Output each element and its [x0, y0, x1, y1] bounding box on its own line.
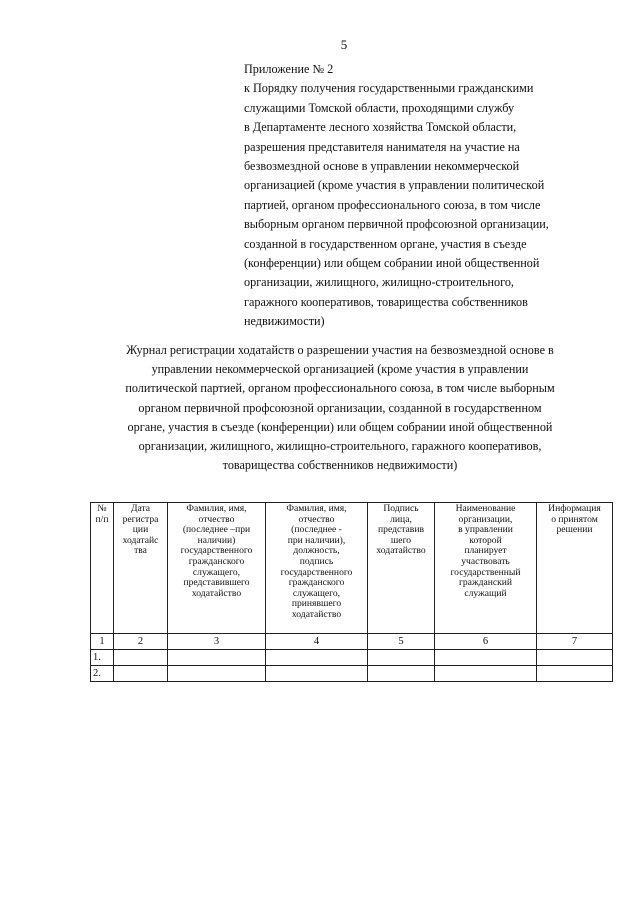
- table-cell: [537, 666, 613, 682]
- appendix-line: в Департаменте лесного хозяйства Томской области,: [244, 120, 517, 135]
- header-line: государственного: [180, 545, 253, 557]
- header-line: Наименование: [455, 503, 516, 514]
- column-number: 1: [91, 634, 114, 650]
- column-number: 4: [266, 634, 368, 650]
- header-line: №: [97, 503, 107, 514]
- header-organization-name: [435, 503, 537, 634]
- table-cell: [114, 666, 168, 682]
- header-submitter-signature: [368, 503, 435, 634]
- table-row: [91, 666, 613, 682]
- header-line: п/п: [95, 513, 109, 525]
- header-line: ходатайство: [376, 545, 426, 557]
- row-number: 2.: [91, 666, 114, 682]
- journal-title-line: товарищества собственников недвижимости): [222, 458, 458, 473]
- appendix-line: партией, органом профессионального союза, в том числе: [244, 197, 541, 212]
- header-line: государственного: [280, 566, 353, 578]
- table-cell: [168, 666, 266, 682]
- header-line: решении: [556, 524, 593, 536]
- registry-table: [90, 502, 613, 682]
- header-line: принявшего: [291, 598, 342, 610]
- header-line: Дата: [130, 503, 151, 514]
- header-line: лица,: [390, 513, 412, 525]
- table-row: [91, 650, 613, 666]
- table-cell: [435, 666, 537, 682]
- column-number: 7: [537, 634, 613, 650]
- journal-title-line: политической партией, органом профессионального союза, в том числе выборным: [125, 381, 555, 396]
- table-cell: [435, 650, 537, 666]
- header-line: тва: [134, 545, 147, 557]
- appendix-line: служащими Томской области, проходящими службу: [244, 100, 515, 115]
- header-line: ходатайство: [191, 587, 242, 599]
- header-line: шего: [390, 534, 412, 546]
- column-number: 5: [368, 634, 435, 650]
- header-line: гражданский: [458, 577, 513, 589]
- header-line: должность,: [293, 545, 340, 557]
- table-cell: [266, 666, 368, 682]
- column-number: 3: [168, 634, 266, 650]
- header-line: при наличии),: [287, 534, 346, 546]
- header-line: которой: [469, 534, 502, 546]
- header-receiver-name: [266, 503, 368, 634]
- table-cell: [368, 666, 435, 682]
- appendix-line: недвижимости): [244, 314, 325, 329]
- header-line: служащего,: [292, 587, 341, 599]
- journal-title-line: органе, участия в съезде (конференции) или общем собрании иной общественной: [127, 419, 553, 434]
- table-cell: [168, 650, 266, 666]
- table-cell: [368, 650, 435, 666]
- journal-title-line: Журнал регистрации ходатайств о разрешении участия на безвозмездной основе в: [126, 343, 554, 357]
- header-line: организации,: [458, 513, 513, 525]
- header-decision-info: [537, 503, 613, 634]
- appendix-line: выборным органом первичной профсоюзной организации,: [244, 217, 549, 232]
- header-line: планирует: [464, 545, 507, 557]
- appendix-line: (конференции) или общем собрании иной общественной: [244, 256, 540, 271]
- header-line: Информация: [548, 503, 601, 514]
- header-line: гражданского: [288, 577, 345, 589]
- row-number: 1.: [91, 650, 114, 666]
- header-line: ции: [132, 524, 149, 536]
- header-line: участвовать: [461, 555, 510, 567]
- appendix-title: Приложение № 2: [244, 62, 334, 76]
- header-line: служащего,: [192, 566, 241, 578]
- column-number: 2: [114, 634, 168, 650]
- appendix-line: созданной в государственном органе, участия в съезде: [244, 236, 527, 251]
- header-line: подпись: [299, 555, 334, 567]
- header-line: служащий: [464, 587, 507, 599]
- header-line: Фамилия, имя,: [286, 503, 347, 514]
- header-line: представив: [378, 524, 424, 536]
- header-line: Подпись: [383, 503, 419, 514]
- header-line: государственный: [450, 566, 521, 578]
- appendix-line: безвозмездной основе в управлении некоммерческой: [244, 159, 520, 174]
- header-line: ходатайс: [122, 534, 159, 546]
- appendix-line: разрешения представителя нанимателя на участие на: [244, 139, 520, 154]
- header-line: отчество: [298, 513, 335, 525]
- header-line: гражданского: [188, 555, 245, 567]
- header-line: Фамилия, имя,: [186, 503, 247, 514]
- header-line: в управлении: [458, 524, 513, 536]
- table-header-row: [91, 503, 613, 634]
- journal-title-line: управлении некоммерческой организацией (кроме участия в управлении: [151, 362, 529, 377]
- header-line: отчество: [198, 513, 235, 525]
- page-number: 5: [340, 37, 348, 52]
- header-submitter-name: [168, 503, 266, 634]
- appendix-line: организацией (кроме участия в управлении политической: [244, 178, 545, 193]
- appendix-block: [244, 60, 604, 332]
- header-line: о принятом: [551, 513, 598, 525]
- header-line: регистра: [122, 513, 159, 525]
- journal-title: [60, 341, 620, 475]
- header-line: (последнее –при: [182, 524, 251, 536]
- appendix-line: к Порядку получения государственными гражданскими: [244, 81, 534, 96]
- column-numbers-row: [91, 634, 613, 650]
- header-line: ходатайство: [291, 608, 342, 620]
- journal-title-line: органом первичной профсоюзной организации, созданной в государственном: [138, 400, 542, 415]
- appendix-line: гаражного кооперативов, товарищества собственников: [244, 294, 528, 309]
- header-line: представившего: [183, 577, 250, 589]
- table-cell: [266, 650, 368, 666]
- journal-title-line: организации, жилищного, жилищно-строительного, гаражного кооперативов,: [138, 439, 542, 454]
- table-cell: [114, 650, 168, 666]
- header-registration-date: [114, 503, 168, 634]
- column-number: 6: [435, 634, 537, 650]
- header-number: [91, 503, 114, 634]
- table-cell: [537, 650, 613, 666]
- header-line: (последнее -: [291, 524, 342, 536]
- appendix-line: организации, жилищного, жилищно-строительного,: [244, 275, 514, 290]
- header-line: наличии): [197, 534, 236, 546]
